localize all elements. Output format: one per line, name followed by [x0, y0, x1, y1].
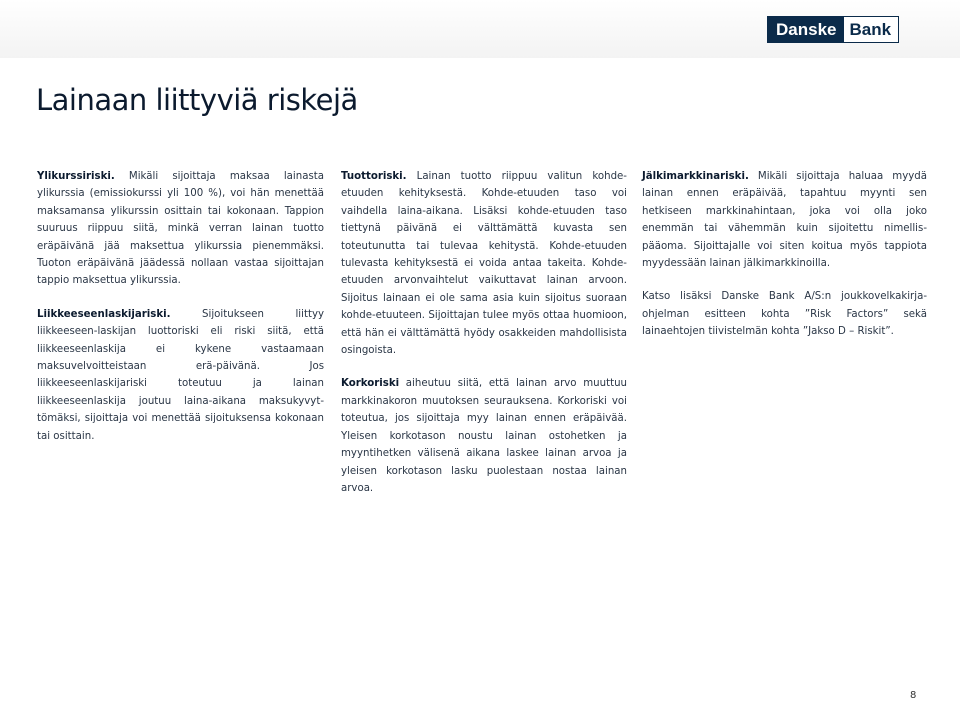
- paragraph-liikkeeseenlaskijariski: [37, 306, 324, 445]
- page-number: 8: [910, 690, 917, 701]
- paragraph-jalkimarkkinariski: [642, 168, 927, 272]
- paragraph-text: aiheutuu siitä, että lainan arvo muuttuu markkinakoron muutoksen seurauksena. Korkoriski voi toteutua, jos sijoittaja myy lainan ennen eräpäivää. Yleisen korkotason noustu lainan ostohetken ja myyntihetken välisenä aikana laskee lainan arvoa ja yleisen korkotason lasku puolestaan nostaa lainan arvoa.: [341, 378, 627, 494]
- paragraph-heading: Korkoriski: [341, 378, 400, 390]
- text-column-3: [642, 168, 927, 357]
- paragraph-text: Lainan tuotto riippuu valitun kohde-etuuden kehityksestä. Kohde-etuuden taso voi vaihdella laina-aikana. Lisäksi kohde-etuuden taso tiettynä päivänä ei välttämättä kuvasta sen toteutunutta tai tulevaa kehitystä. Kohde-etuuden tulevasta kehityksestä ei voida antaa takeita. Kohde-etuuden arvonvaihtelut vaikuttavat lainan arvoon. Sijoitus lainaan ei ole sama asia kuin sijoitus suoraan kohde-etuuteen. Sijoittajan tulee myös ottaa huomioon, että hän ei välttämättä hyödy osakkeiden mahdollisista osingoista.: [341, 171, 627, 357]
- paragraph-text: Katso lisäksi Danske Bank A/S:n joukkovelkakirja-ohjelman esitteen kohta ”Risk Factors” sekä lainaehtojen tiivistelmän kohta ”Jakso D – Riskit”.: [642, 291, 927, 338]
- paragraph-katso-lisaksi: [642, 288, 927, 340]
- paragraph-text: Mikäli sijoittaja maksaa lainasta ylikurssia (emissiokurssi yli 100 %), voi hän menettää maksamansa ylikurssin osittain tai kokonaan. Tappion suuruus riippuu siitä, minkä verran lainan tuotto eräpäivänä jää maksettua ylikurssia pienemmäksi. Tuoton eräpäivänä jäädessä nollaan vastaa sijoittajan tappio maksettua ylikurssia.: [37, 171, 324, 287]
- paragraph-ylikurssiriski: [37, 168, 324, 290]
- paragraph-text: Mikäli sijoittaja haluaa myydä lainan ennen eräpäivää, tapahtuu myynti sen hetkiseen markkinahintaan, joka voi olla joko enemmän tai vähemmän kuin sijoitettu nimellis-pääoma. Sijoittajalle voi siten koitua myös tappiota myydessään lainan jälkimarkkinoilla.: [642, 171, 927, 270]
- logo-part-danske: Danske: [768, 17, 842, 42]
- logo-part-bank: Bank: [842, 17, 898, 42]
- text-column-2: [341, 168, 627, 513]
- paragraph-heading: Jälkimarkkinariski.: [642, 171, 749, 182]
- paragraph-heading: Tuottoriski.: [341, 171, 407, 182]
- danske-bank-logo: [768, 17, 898, 42]
- paragraph-text: Sijoitukseen liittyy liikkeeseen-laskijan luottoriski eli riski siitä, että liikkeeseenlaskija ei kykene vastaamaan maksuvelvoitteistaan erä-päivänä. Jos liikkeeseenlaskijariski toteutuu ja lainan liikkeeseenlaskija joutuu laina-aikana maksukyvyt-tömäksi, sijoittaja voi menettää sijoituksensa kokonaan tai osittain.: [37, 308, 324, 442]
- paragraph-korkoriski: [341, 375, 627, 497]
- page-title: Lainaan liittyviä riskejä: [36, 83, 358, 117]
- paragraph-heading: Ylikurssiriski.: [37, 171, 115, 182]
- paragraph-heading: Liikkeeseenlaskijariski.: [37, 308, 171, 320]
- paragraph-tuottoriski: [341, 168, 627, 359]
- text-column-1: [37, 168, 324, 461]
